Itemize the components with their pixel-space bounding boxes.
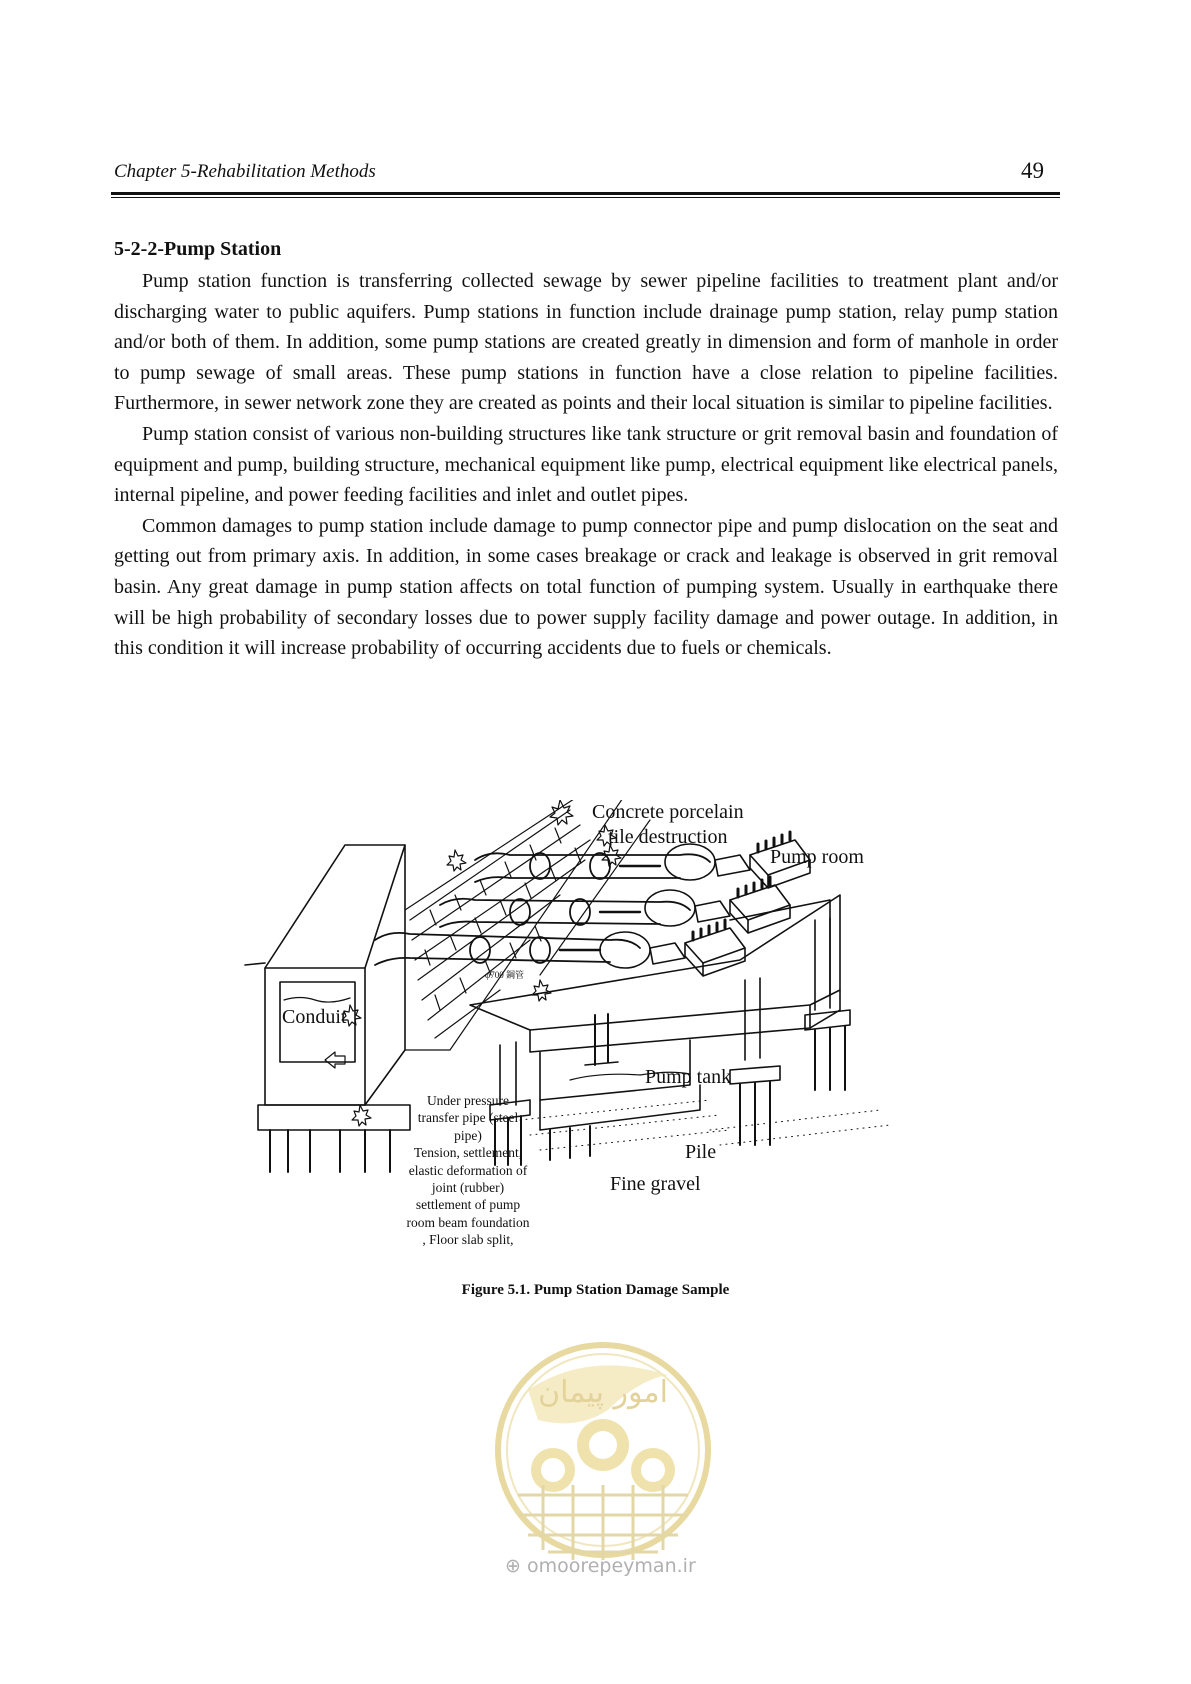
note-line: room beam foundation — [406, 1214, 530, 1230]
section-heading: 5-2-2-Pump Station — [114, 238, 282, 260]
note-line: pipe) — [454, 1127, 482, 1143]
conduit-box — [258, 845, 410, 1130]
note-line: joint (rubber) — [431, 1180, 505, 1196]
note-line: transfer pipe (steel — [417, 1110, 519, 1126]
note-line: , Floor slab split, — [422, 1232, 514, 1248]
pump-station-drawing — [240, 800, 920, 1270]
chapter-title: Chapter 5-Rehabilitation Methods — [114, 161, 376, 182]
conduit-piles — [270, 1130, 390, 1172]
label-conduit: Conduit — [282, 1006, 347, 1028]
pipe-damage-note — [388, 1092, 548, 1262]
page-number: 49 — [1021, 158, 1044, 183]
paragraph: Pump station consist of various non-building structures like tank structure or grit removal basin and foundation of equipment and pump, building structure, mechanical equipment like pump, electrical equipment like electrical panels, internal pipeline, and power feeding facilities and inlet and outlet pipes. — [114, 422, 1058, 507]
figure-caption: Figure 5.1. Pump Station Damage Sample — [461, 1282, 730, 1298]
watermark-url — [505, 1555, 696, 1577]
note-line: Under pressure — [426, 1093, 510, 1108]
watermark-url-text: omoorepeyman.ir — [526, 1555, 696, 1577]
header-rule-thin — [111, 197, 1060, 198]
note-line: elastic deformation of — [408, 1162, 528, 1178]
label-concrete-destruction — [592, 800, 744, 850]
label-pile: Pile — [685, 1141, 717, 1163]
watermark-globe-icon: ⊕ — [505, 1555, 521, 1577]
note-line: settlement of pump — [415, 1197, 521, 1213]
pumps — [600, 844, 750, 968]
label-fine-gravel: Fine gravel — [610, 1173, 701, 1195]
label-pipe-marking: φ700 鋼管 — [485, 970, 524, 980]
label-concrete-line1: Concrete porcelain — [592, 801, 744, 823]
label-pump-room: Pump room — [770, 846, 864, 868]
pump-station-figure — [240, 800, 920, 1270]
running-header — [114, 158, 1058, 187]
logo-script-text: امور پیمان — [538, 1375, 668, 1410]
note-line: Tension, settlement, — [413, 1145, 523, 1161]
label-pump-tank: Pump tank — [645, 1066, 732, 1088]
paragraph: Common damages to pump station include damage to pump connector pipe and pump dislocation on the seat and getting out from primary axis. In addition, in some cases breakage or crack and leakage is observed in grit removal basin. Any great damage in pump station affects on total function of pumping system. Usually in earthquake there will be high probability of secondary losses due to power supply facility damage and power outage. In addition, in this condition it will increase probability of occurring accidents due to fuels or chemicals. — [114, 514, 1058, 660]
paragraph: Pump station function is transferring collected sewage by sewer pipeline facilities to treatment plant and/or discharging water to public aquifers. Pump stations in function include drainage pump station, relay pump station and/or both of them. In addition, some pump stations are created greatly in dimension and form of manhole in order to pump sewage of small areas. These pump stations in function have a close relation to pipeline facilities. Furthermore, in sewer network zone they are created as points and their local situation is similar to pipeline facilities. — [114, 270, 1058, 415]
header-rule-thick — [111, 192, 1060, 195]
section-body — [114, 236, 1058, 664]
label-concrete-line2: tile destruction — [608, 826, 728, 848]
pump-room-slab — [470, 895, 840, 1052]
